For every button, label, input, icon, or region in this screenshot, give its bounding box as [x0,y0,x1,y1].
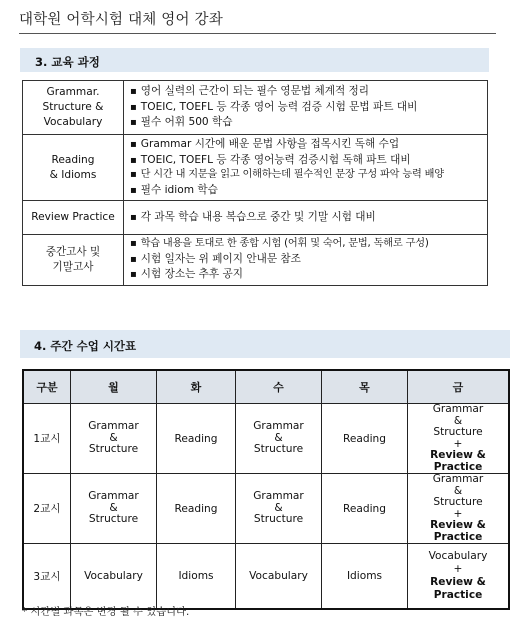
description-item: ▪ TOEIC, TOEFL 등 각종 영어능력 검증시험 독해 파트 대비 [130,153,483,169]
category-line: & Idioms [49,168,97,181]
wed-cell: Grammar & Structure [236,474,322,544]
title-divider [19,33,496,34]
description-item: ▪ TOEIC, TOEFL 등 각종 영어 능력 검증 시험 문법 파트 대비 [130,100,483,116]
mon-cell: Grammar & Structure [71,404,157,474]
wed-cell: Vocabulary [236,544,322,610]
tue-cell: Idioms [157,544,236,610]
category-line: Structure & [42,101,104,113]
schedule-footnote: * 시간별 과목은 변경 될 수 있습니다. [22,606,190,618]
curriculum-category [23,235,124,286]
table-row [23,544,509,610]
curriculum-row [23,235,488,286]
header-mon: 월 [71,370,157,404]
curriculum-section-heading: 3. 교육 과정 [20,48,489,72]
weekly-timetable [22,369,510,610]
thu-cell: Reading [322,474,408,544]
curriculum-row [23,81,488,135]
description-item: ▪ 단 시간 내 지문을 읽고 이해하는데 필수적인 문장 구성 파악 능력 배양 [130,168,483,183]
fri-cell: Grammar & Structure + Review & Practice [408,404,510,474]
curriculum-description [124,201,488,235]
category-line: Reading [51,153,95,166]
wed-cell: Grammar & Structure [236,404,322,474]
tue-cell: Reading [157,474,236,544]
header-thu: 목 [322,370,408,404]
mon-cell: Grammar & Structure [71,474,157,544]
curriculum-row [23,135,488,201]
tue-cell: Reading [157,404,236,474]
timetable-header-row [23,370,509,404]
description-item: ▪ Grammar 시간에 배운 문법 사항을 접목시킨 독해 수업 [130,137,483,153]
description-item: ▪ 각 과목 학습 내용 복습으로 중간 및 기말 시험 대비 [130,210,483,226]
header-wed: 수 [236,370,322,404]
curriculum-category [23,81,124,135]
curriculum-category [23,201,124,235]
header-period: 구분 [23,370,71,404]
fri-cell: Grammar & Structure + Review & Practice [408,474,510,544]
category-line: Vocabulary [43,116,103,128]
curriculum-description [124,135,488,201]
description-item: ▪ 시험 일자는 위 페이지 안내문 참조 [130,252,483,268]
page-title: 대학원 어학시험 대체 영어 강좌 [19,12,223,28]
category-line: 중간고사 및 [45,245,101,258]
mon-cell: Vocabulary [71,544,157,610]
curriculum-description [124,81,488,135]
period-cell: 3교시 [23,544,71,610]
period-cell: 2교시 [23,474,71,544]
category-line: Grammar. [46,86,100,98]
curriculum-row [23,201,488,235]
curriculum-description [124,235,488,286]
thu-cell: Reading [322,404,408,474]
category-line: 기말고사 [52,260,94,273]
description-item: ▪ 학습 내용을 토대로 한 종합 시험 (어휘 및 숙어, 문법, 독해로 구성) [130,237,483,252]
description-item: ▪ 필수 idiom 학습 [130,183,483,199]
description-item: ▪ 시험 장소는 추후 공지 [130,267,483,283]
description-item: ▪ 필수 어휘 500 학습 [130,115,483,131]
header-fri: 금 [408,370,510,404]
header-tue: 화 [157,370,236,404]
table-row [23,404,509,474]
category-line: Review Practice [31,211,115,223]
fri-cell: Vocabulary + Review & Practice [408,544,510,610]
description-item: ▪ 영어 실력의 근간이 되는 필수 영문법 체계적 정리 [130,84,483,100]
period-cell: 1교시 [23,404,71,474]
timetable-section-heading: 4. 주간 수업 시간표 [20,330,510,358]
curriculum-table [22,80,488,286]
curriculum-category [23,135,124,201]
table-row [23,474,509,544]
thu-cell: Idioms [322,544,408,610]
